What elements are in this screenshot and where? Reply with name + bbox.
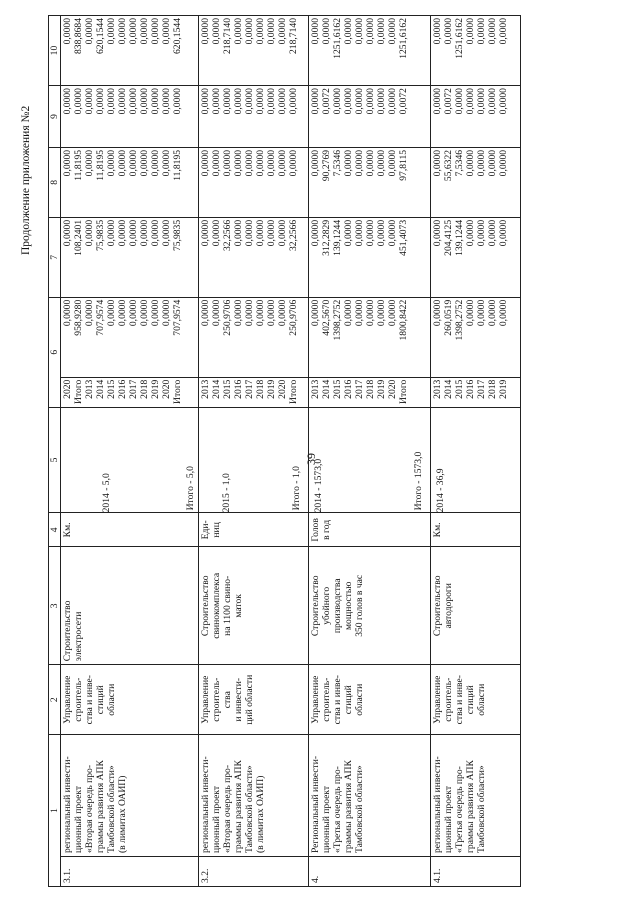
object-name: Строительство убойного производства мощностью 350 голов в час	[309, 547, 431, 665]
value-col-6: 0,0000 0,0000 250,9706 0,0000 0,0000 0,0000 0,0000 0,0000 250,9706	[199, 297, 309, 377]
table-row-4-1	[431, 16, 521, 887]
value-col-6: 0,0000 402,5670 1398,2752 0,0000 0,0000 0,0000 0,0000 0,0000 1800,8422	[309, 297, 431, 377]
value-col-10: 0,0000 838,8684 0,0000 620,1544 0,0000 0,0000 0,0000 0,0000 0,0000 0,0000 620,1544	[61, 16, 199, 86]
header-col-10: 10	[49, 16, 61, 86]
continuation-caption: Продолжение приложения №2	[20, 105, 32, 255]
table-row-4	[309, 16, 431, 887]
value-col-9: 0,0000 0,0000 0,0000 0,0000 0,0000 0,0000 0,0000 0,0000 0,0000	[199, 86, 309, 148]
header-col-5: 5	[49, 407, 61, 513]
value-col-6: 0,0000 958,9280 0,0000 707,9574 0,0000 0,0000 0,0000 0,0000 0,0000 0,0000 707,9574	[61, 297, 199, 377]
value-col-10: 0,0000 0,0000 1251,6162 0,0000 0,0000 0,0000 0,0000 0,0000 1251,6162	[309, 16, 431, 86]
executor: Управление строитель- ства и инве- стиций области	[309, 665, 431, 735]
value-col-10: 0,0000 0,0000 218,7140 0,0000 0,0000 0,0000 0,0000 0,0000 218,7140	[199, 16, 309, 86]
row-number: 3.1.	[61, 857, 199, 887]
project-name: региональный инвести- ционный проект «Третья очередь про- граммы развития АПК Тамбовской области»	[431, 735, 521, 857]
capacity-total: Итого - 1573,0	[413, 451, 424, 511]
row-number: 4.1.	[431, 857, 521, 887]
unit: Еди- ниц	[199, 513, 309, 547]
object-name: Строительство автодороги	[431, 547, 521, 665]
unit: Км.	[61, 513, 199, 547]
header-col-2: 2	[49, 665, 61, 735]
row-number: 4.	[309, 857, 431, 887]
capacity-cell	[309, 407, 431, 513]
header-row	[49, 16, 61, 887]
header-col-9: 9	[49, 86, 61, 148]
value-col-6: 0,0000 260,0519 1398,2752 0,0000 0,0000 0,0000 0,0000	[431, 297, 521, 377]
capacity-period: 2015 - 1,0	[221, 473, 232, 513]
executor: Управление строитель- ства и инве- стиций области	[61, 665, 199, 735]
value-col-7: 0,0000 108,2401 0,0000 75,9835 0,0000 0,0000 0,0000 0,0000 0,0000 0,0000 75,9835	[61, 217, 199, 297]
page-number: 39	[304, 453, 318, 465]
executor: Управление строитель- ства и инве- стиций области	[431, 665, 521, 735]
capacity-period: 2014 - 5,0	[101, 473, 112, 513]
object-name: Строительство электросети	[61, 547, 199, 665]
value-col-7: 0,0000 312,2829 139,1244 0,0000 0,0000 0,0000 0,0000 0,0000 451,4073	[309, 217, 431, 297]
project-name: региональный инвести- ционный проект «Вторая очередь про- граммы развития АПК Тамбовской области» (в лимитах ОАИП)	[61, 735, 199, 857]
capacity-period: 2014 - 1573,0	[313, 458, 324, 513]
years: 2013 2014 2015 2016 2017 2018 2019	[431, 377, 521, 407]
table-row-3-1	[61, 16, 199, 887]
value-col-9: 0,0000 0,0072 0,0000 0,0000 0,0000 0,0000 0,0000 0,0000 0,0072	[309, 86, 431, 148]
value-col-7: 0,0000 0,0000 32,2566 0,0000 0,0000 0,0000 0,0000 0,0000 32,2566	[199, 217, 309, 297]
value-col-8: 0,0000 55,6322 7,5346 0,0000 0,0000 0,0000 0,0000	[431, 147, 521, 217]
object-name: Строительство свинокомплекса на 1100 свино- маток	[199, 547, 309, 665]
header-col-1: 1	[49, 735, 61, 887]
capacity-period: 2014 - 36,9	[435, 468, 446, 513]
capacity-total: Итого - 1,0	[291, 466, 302, 511]
project-name: Региональный инвести- ционный проект «Третья очередь про- граммы развития АПК Тамбовской области»	[309, 735, 431, 857]
header-col-6: 6	[49, 297, 61, 407]
value-col-8: 0,0000 11,8195 0,0000 11,8195 0,0000 0,0000 0,0000 0,0000 0,0000 0,0000 11,8195	[61, 147, 199, 217]
unit: Км.	[431, 513, 521, 547]
header-col-4: 4	[49, 513, 61, 547]
row-number: 3.2.	[199, 857, 309, 887]
appendix-table	[48, 15, 521, 887]
value-col-7: 0,0000 204,4125 139,1244 0,0000 0,0000 0,0000 0,0000	[431, 217, 521, 297]
years: 2013 2014 2015 2016 2017 2018 2019 2020 Итого	[199, 377, 309, 407]
value-col-8: 0,0000 90,2769 7,5346 0,0000 0,0000 0,0000 0,0000 0,0000 97,8115	[309, 147, 431, 217]
header-col-8: 8	[49, 147, 61, 217]
capacity-cell	[199, 407, 309, 513]
project-name: региональный инвести- ционный проект «Вторая очередь про- граммы развития АПК Тамбовской области» (в лимитах ОАИП)	[199, 735, 309, 857]
value-col-9: 0,0000 0,0000 0,0000 0,0000 0,0000 0,0000 0,0000 0,0000 0,0000 0,0000 0,0000	[61, 86, 199, 148]
years: 2020 Итого 2013 2014 2015 2016 2017 2018 2019 2020 Итого	[61, 377, 199, 407]
table-row-3-2	[199, 16, 309, 887]
header-col-3: 3	[49, 547, 61, 665]
value-col-9: 0,0000 0,0072 0,0000 0,0000 0,0000 0,0000 0,0000	[431, 86, 521, 148]
capacity-cell	[431, 407, 521, 513]
capacity-cell	[61, 407, 199, 513]
value-col-10: 0,0000 0,0000 1251,6162 0,0000 0,0000 0,0000 0,0000	[431, 16, 521, 86]
years: 2013 2014 2015 2016 2017 2018 2019 2020 Итого	[309, 377, 431, 407]
header-col-7: 7	[49, 217, 61, 297]
value-col-8: 0,0000 0,0000 0,0000 0,0000 0,0000 0,0000 0,0000 0,0000 0,0000	[199, 147, 309, 217]
capacity-total: Итого - 5,0	[185, 466, 196, 511]
unit: Голов в год	[309, 513, 431, 547]
executor: Управление строитель- ства и инвести- ций области	[199, 665, 309, 735]
